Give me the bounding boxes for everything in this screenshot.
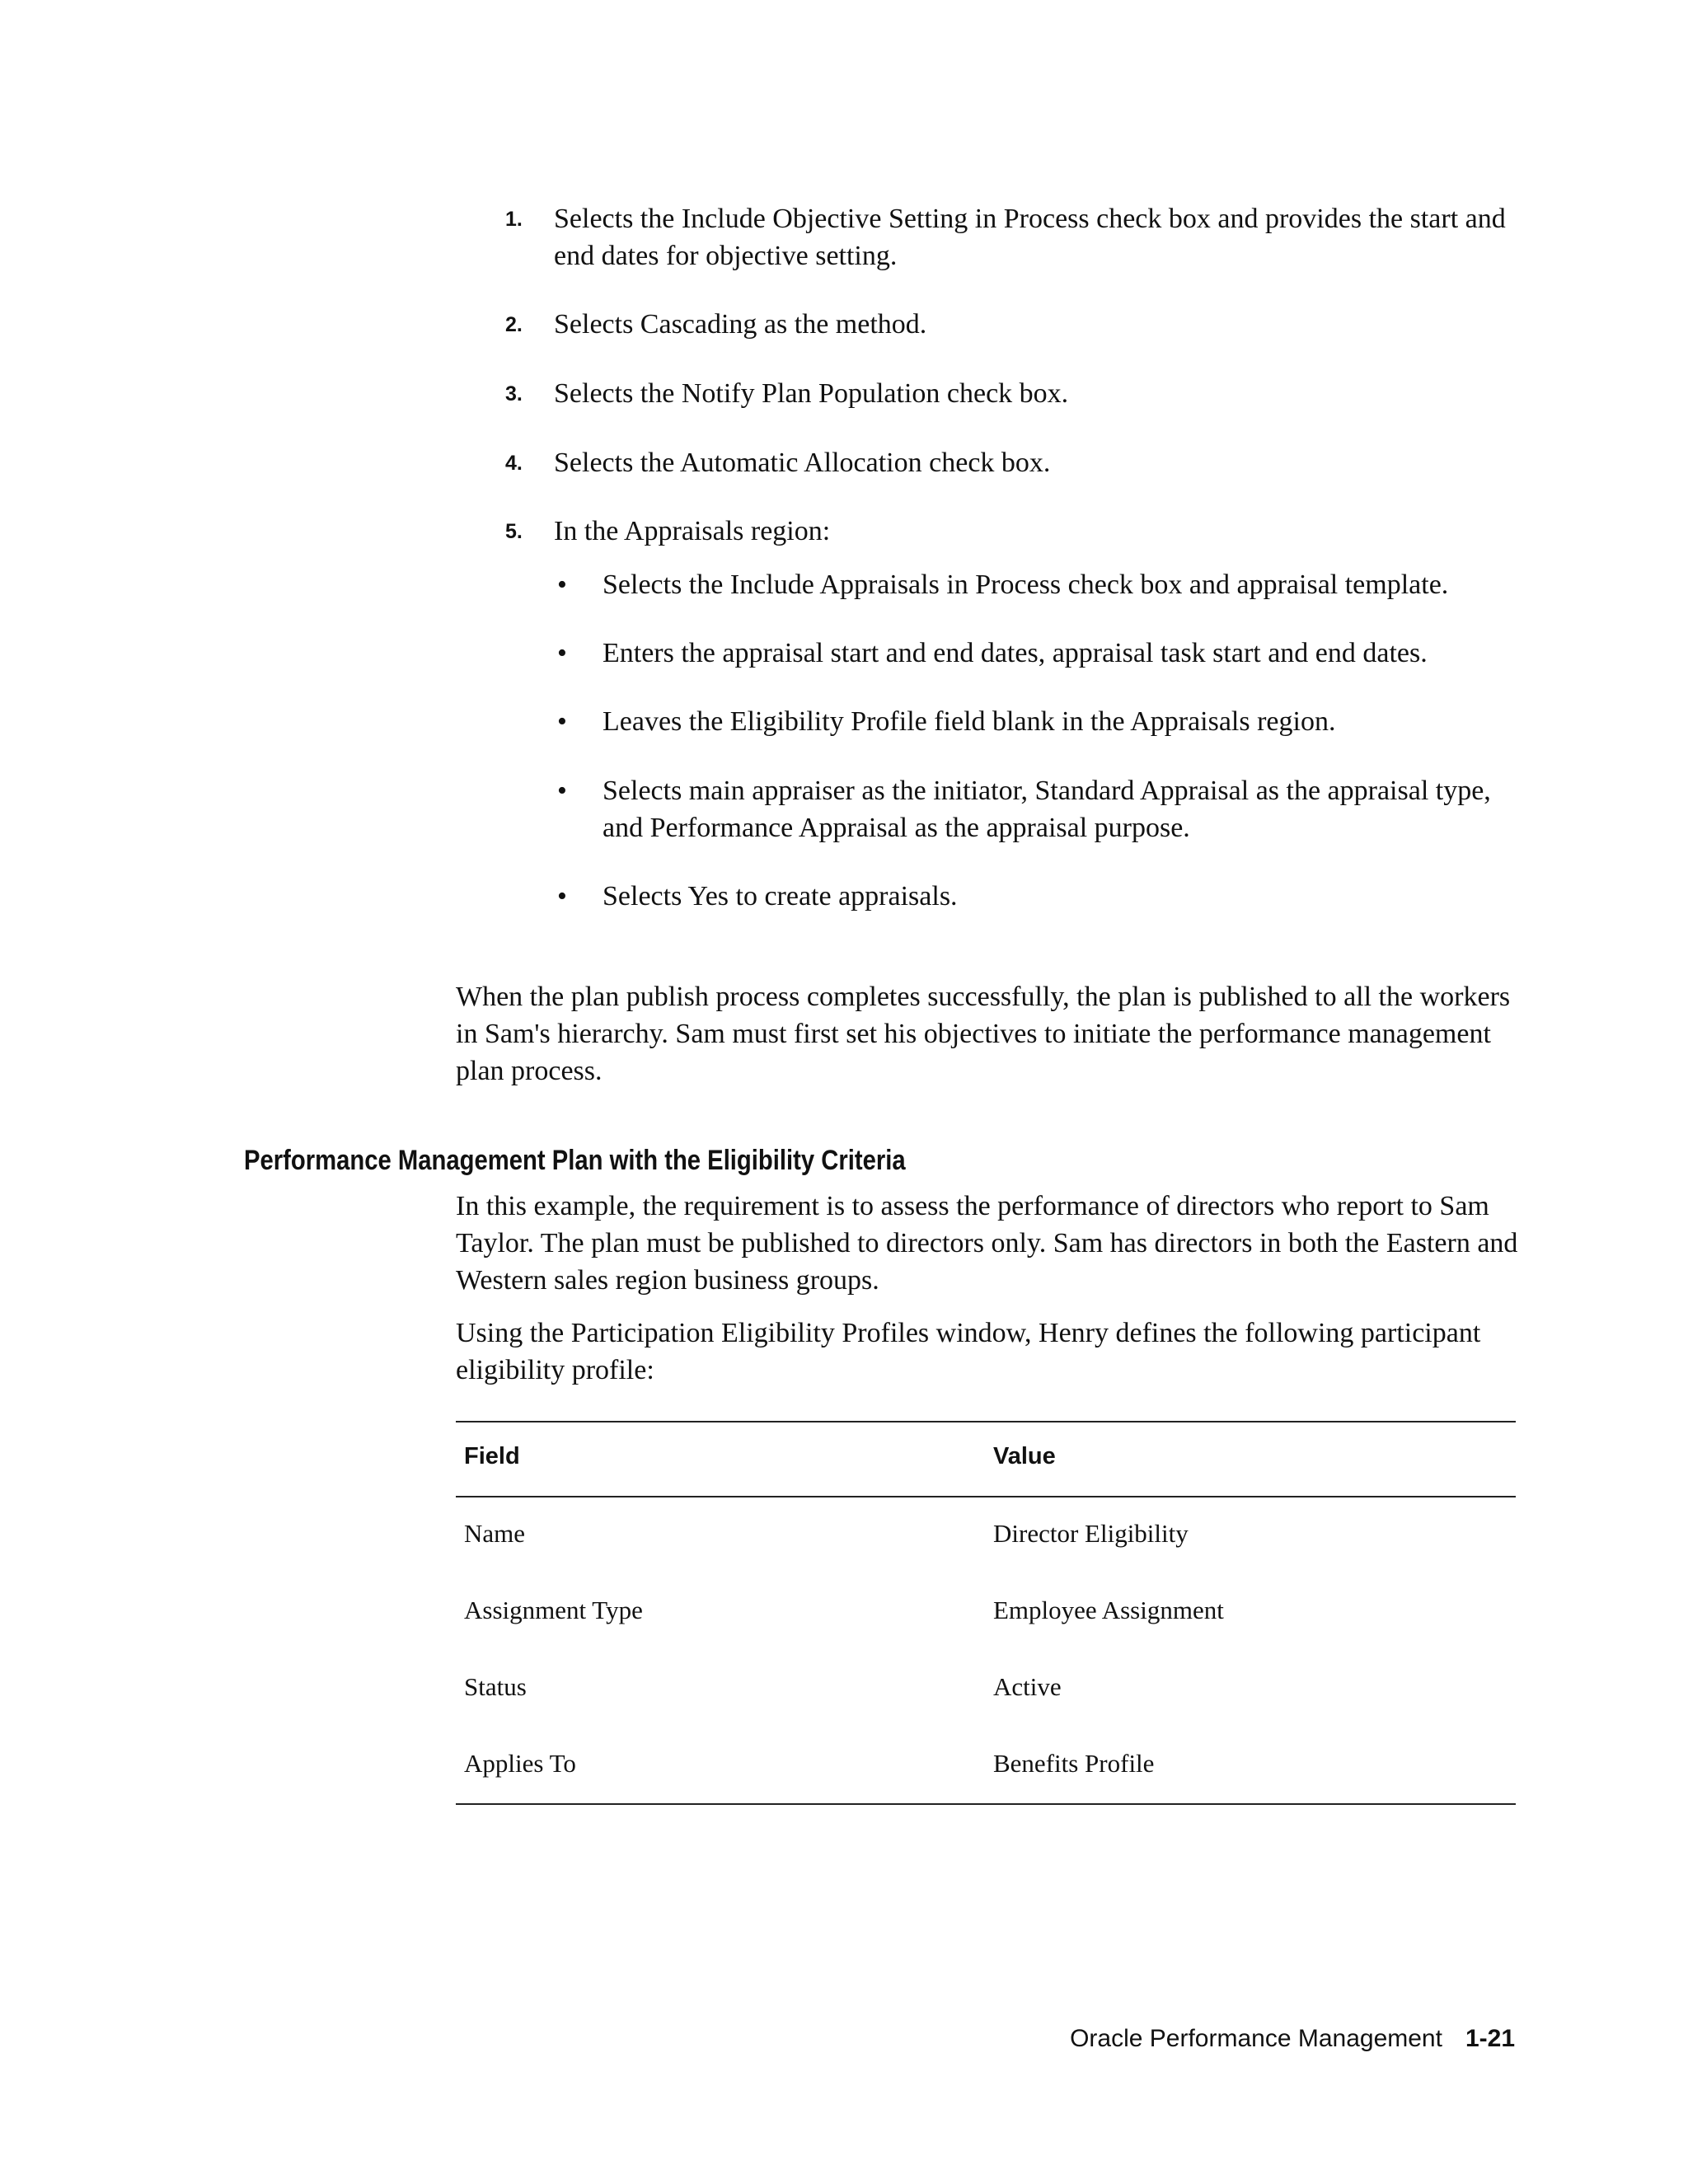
section-heading: Performance Management Plan with the Eligibility Criteria xyxy=(244,1145,906,1176)
bullet-marker: • xyxy=(557,569,567,600)
cell-value: Benefits Profile xyxy=(993,1749,1155,1778)
step-number: 1. xyxy=(505,208,523,231)
cell-field: Assignment Type xyxy=(464,1596,643,1624)
bullet-marker: • xyxy=(557,881,567,912)
cell-value: Employee Assignment xyxy=(993,1596,1224,1624)
table-header-rule xyxy=(456,1496,1516,1497)
example-paragraph: In this example, the requirement is to assess the performance of directors who report to Sam Taylor. The plan must be published to directors only. Sam has directors in both the Eastern and Western sales region business groups. xyxy=(456,1191,1518,1296)
bullet-marker: • xyxy=(557,706,567,737)
bullet-text: Selects Yes to create appraisals. xyxy=(603,881,958,912)
bullet-text: Selects the Include Appraisals in Process check box and appraisal template. xyxy=(603,569,1449,600)
header-field: Field xyxy=(464,1443,520,1469)
bullet-text: Leaves the Eligibility Profile field blank in the Appraisals region. xyxy=(603,706,1336,737)
step-number: 3. xyxy=(505,382,523,405)
step-text: Selects the Include Objective Setting in Process check box and provides the start and end dates for objective setting. xyxy=(554,204,1506,271)
bullet-text: Selects main appraiser as the initiator, Standard Appraisal as the appraisal type, and Performance Appraisal as the appraisal purpose. xyxy=(603,776,1491,843)
bullet-marker: • xyxy=(557,638,567,668)
step-text: Selects Cascading as the method. xyxy=(554,309,927,340)
cell-value: Active xyxy=(993,1672,1062,1701)
step-text: Selects the Automatic Allocation check box. xyxy=(554,448,1051,478)
step-text: Selects the Notify Plan Population check box. xyxy=(554,378,1069,409)
page-footer xyxy=(1070,2022,1515,2055)
header-value: Value xyxy=(993,1443,1056,1469)
step-text: In the Appraisals region: xyxy=(554,516,831,546)
step-number: 2. xyxy=(505,313,523,336)
bullet-text: Enters the appraisal start and end dates, appraisal task start and end dates. xyxy=(603,638,1428,668)
bullet-marker: • xyxy=(557,776,567,806)
cell-field: Applies To xyxy=(464,1749,576,1778)
cell-field: Name xyxy=(464,1519,526,1548)
step-number: 5. xyxy=(505,520,523,543)
publish-paragraph: When the plan publish process completes successfully, the plan is published to all the workers in Sam's hierarchy. Sam must first set his objectives to initiate the performance management plan process. xyxy=(456,982,1511,1086)
step-number: 4. xyxy=(505,452,523,475)
page-number: 1-21 xyxy=(1465,2025,1515,2052)
table-bottom-rule xyxy=(456,1803,1516,1805)
table-top-rule xyxy=(456,1421,1516,1422)
using-paragraph: Using the Participation Eligibility Profiles window, Henry defines the following participant eligibility profile: xyxy=(456,1318,1481,1385)
cell-value: Director Eligibility xyxy=(993,1519,1189,1548)
cell-field: Status xyxy=(464,1672,527,1701)
footer-title: Oracle Performance Management xyxy=(1070,2025,1442,2052)
